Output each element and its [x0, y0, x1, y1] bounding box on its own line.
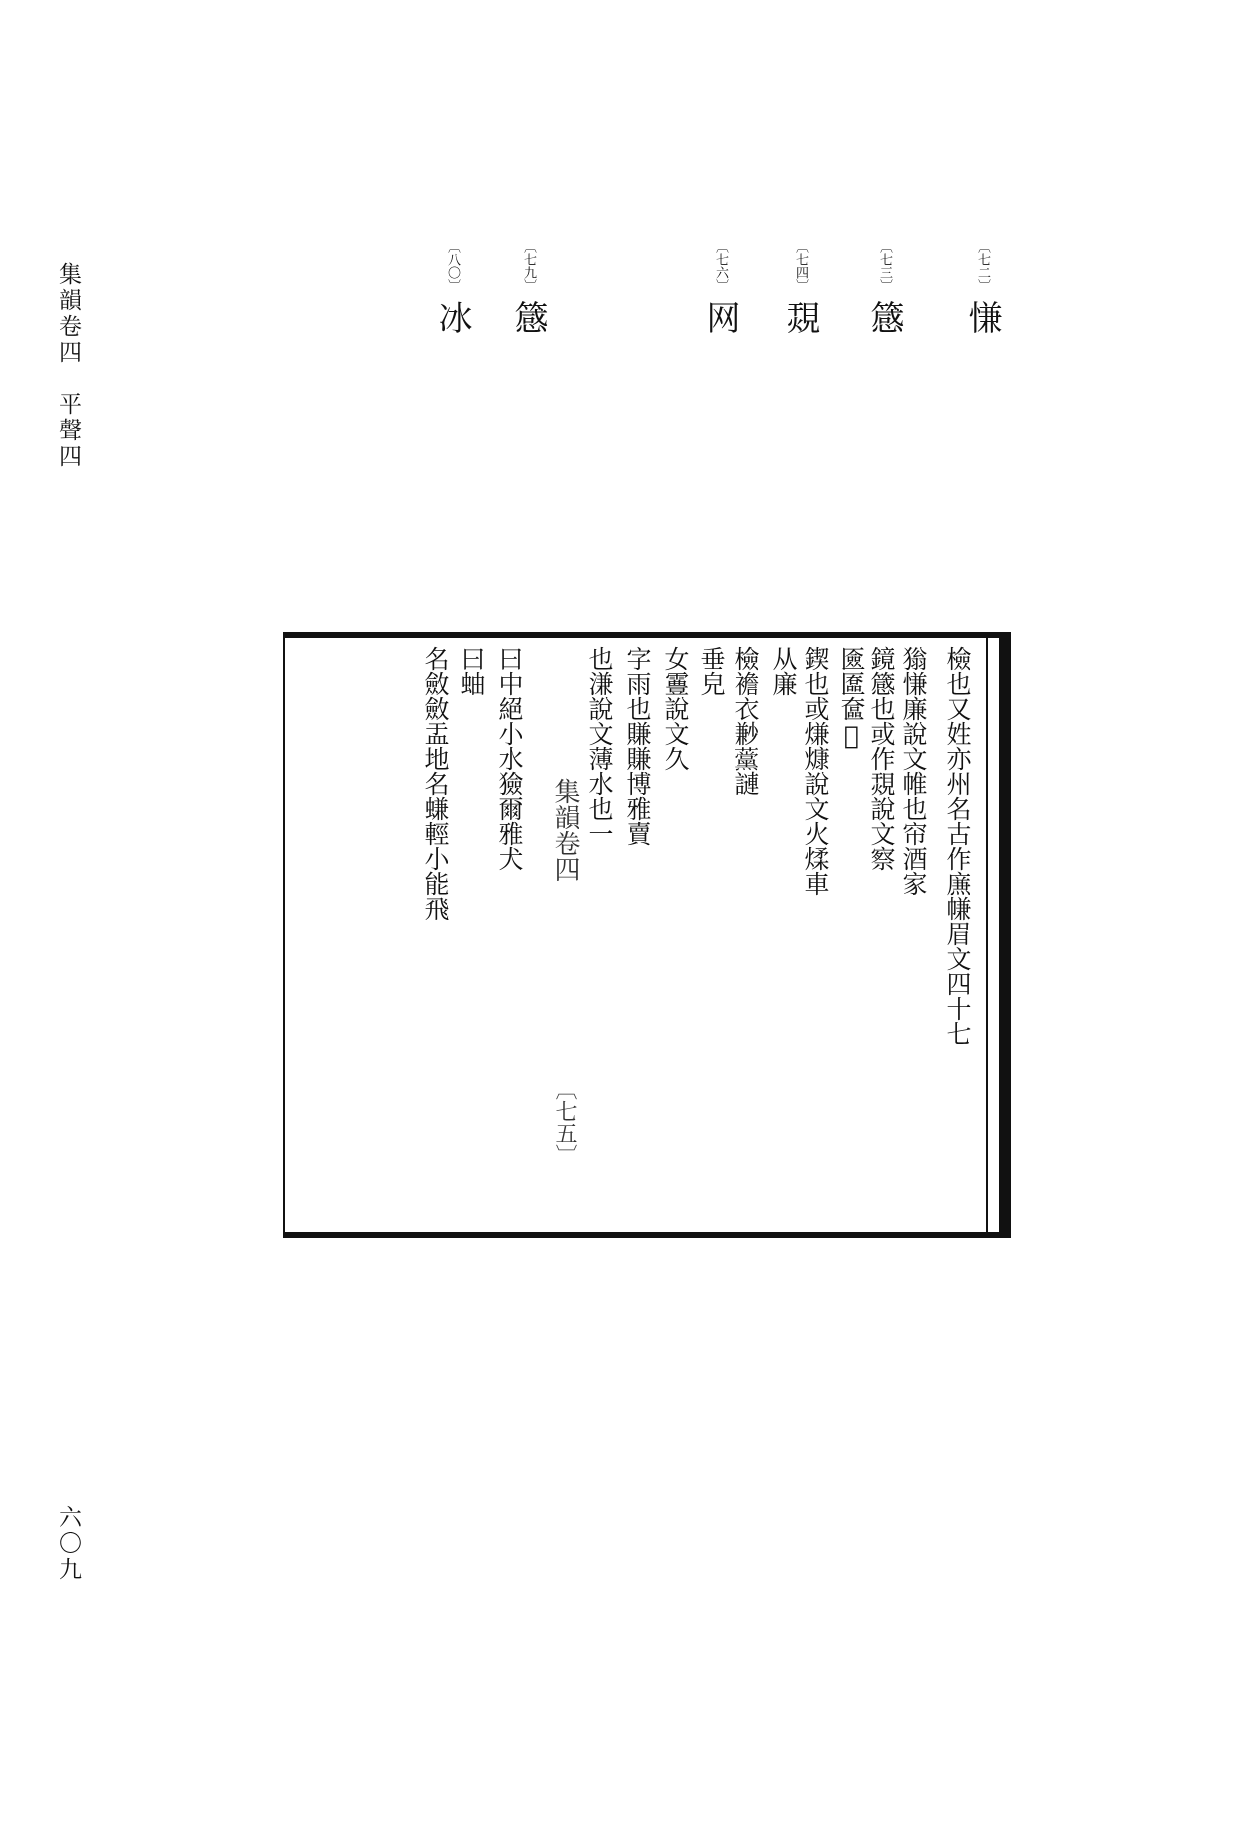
- border-right-inner: [986, 632, 988, 1238]
- border-bottom: [283, 1232, 1011, 1238]
- text-column: 名斂斂盂地名螊輕小能飛: [421, 646, 450, 921]
- text-column: 檢襜衣㝺𧅗謰: [731, 646, 760, 796]
- margin-title: 集韻卷四 平聲四: [55, 262, 81, 470]
- text-column: 㺋慊廉說文帷也帘酒家: [899, 646, 928, 896]
- text-column: 鍥也或熑𤎖說文火煣車: [801, 646, 830, 896]
- collation-note: [860, 240, 909, 334]
- page-number: 六〇九: [55, 1505, 81, 1583]
- note-number: 〔七三〕: [877, 240, 892, 292]
- note-character: 䉞: [864, 300, 904, 334]
- text-column: 字雨也賺賺博雅賣: [623, 646, 652, 846]
- block-center-fold: [541, 638, 580, 1232]
- collation-note: [958, 240, 1007, 334]
- text-column: 也溓說文薄水也一: [585, 646, 614, 846]
- note-number: 〔七四〕: [793, 240, 808, 292]
- note-number: 〔八〇〕: [445, 240, 460, 292]
- text-column: 匳匲奩𥫲: [837, 646, 866, 750]
- note-number: 〔七九〕: [521, 240, 536, 292]
- collation-note: [776, 240, 825, 334]
- fold-mark: 〔七五〕: [552, 1078, 577, 1166]
- border-left: [283, 632, 285, 1238]
- note-character: 䉞: [508, 300, 548, 334]
- collation-note: [428, 240, 477, 334]
- text-column: 檢也又姓亦州名古作㢘㡘眉文四十七: [943, 646, 972, 1046]
- border-top: [283, 632, 1011, 638]
- note-character: 慊: [962, 300, 1002, 334]
- collation-note: [504, 240, 553, 334]
- text-column: 曰蚰: [457, 646, 486, 696]
- note-character: 覝: [780, 300, 820, 334]
- woodblock-page: [283, 632, 1011, 1238]
- border-right: [999, 632, 1011, 1238]
- text-column: 鏡䉞也或作覝說文察: [867, 646, 896, 871]
- text-column: 从廉: [769, 646, 798, 696]
- text-column: 曰中絕小水獫爾雅犬: [495, 646, 524, 871]
- note-character: 网: [700, 300, 740, 334]
- note-number: 〔七二〕: [975, 240, 990, 292]
- collation-note: [696, 240, 745, 334]
- text-column: 女霻說文久: [661, 646, 690, 771]
- text-column: 垂皃: [697, 646, 726, 696]
- note-number: 〔七六〕: [713, 240, 728, 292]
- fold-title: 集韻卷四: [550, 778, 580, 882]
- note-character: 冰: [432, 300, 472, 334]
